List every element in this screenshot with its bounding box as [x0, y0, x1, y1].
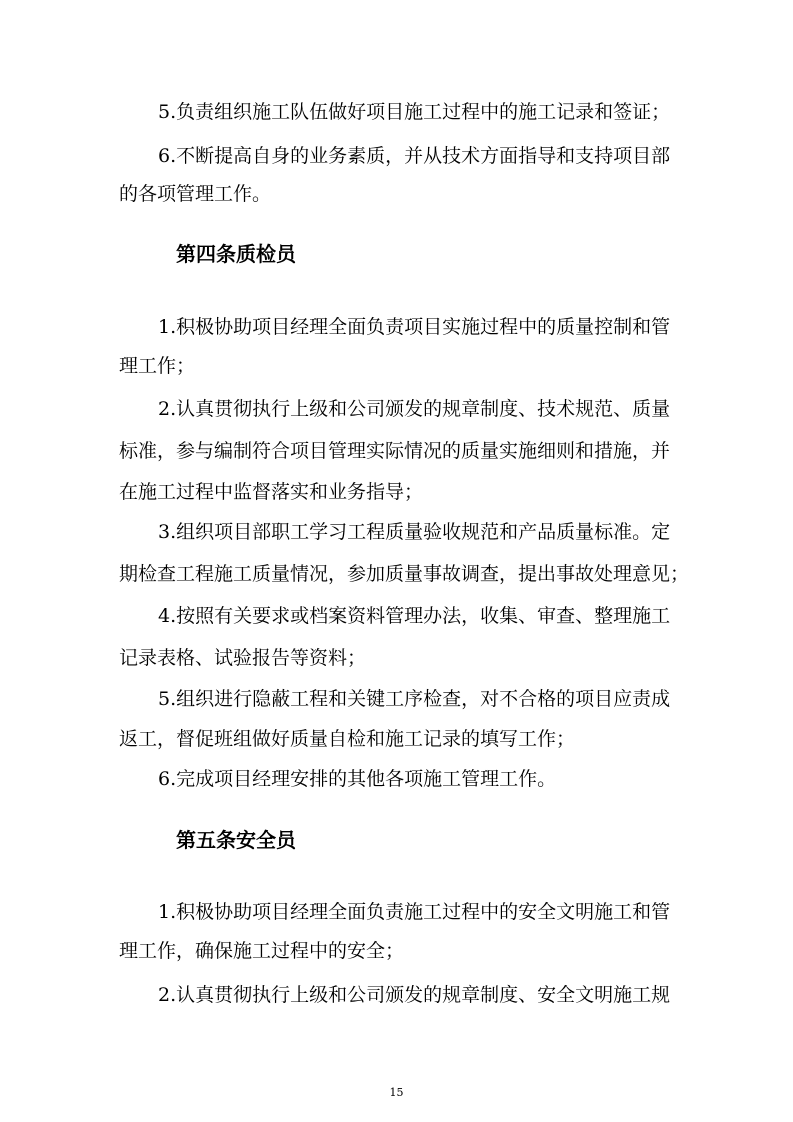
paragraph-line: 6.不断提高自身的业务素质，并从技术方面指导和支持项目部: [158, 145, 671, 167]
paragraph-line: 2.认真贯彻执行上级和公司颁发的规章制度、安全文明施工规: [158, 984, 671, 1006]
paragraph-line: 4.按照有关要求或档案资料管理办法，收集、审查、整理施工: [158, 605, 671, 627]
paragraph-line: 返工，督促班组做好质量自检和施工记录的填写工作；: [119, 728, 576, 750]
paragraph-line: 记录表格、试验报告等资料；: [119, 647, 367, 669]
paragraph-line: 3.组织项目部职工学习工程质量验收规范和产品质量标准。定: [158, 521, 671, 543]
paragraph-line: 的各项管理工作。: [119, 183, 272, 205]
paragraph-line: 5.负责组织施工队伍做好项目施工过程中的施工记录和签证；: [158, 101, 671, 123]
section-heading: 第四条质检员: [176, 242, 296, 266]
paragraph-line: 理工作，确保施工过程中的安全；: [119, 940, 405, 962]
paragraph-line: 1.积极协助项目经理全面负责施工过程中的安全文明施工和管: [158, 901, 671, 923]
paragraph-line: 理工作；: [119, 355, 196, 377]
section-heading: 第五条安全员: [176, 828, 296, 852]
paragraph-line: 5.组织进行隐蔽工程和关键工序检查，对不合格的项目应责成: [158, 688, 671, 710]
paragraph-line: 期检查工程施工质量情况，参加质量事故调查，提出事故处理意见；: [119, 563, 690, 585]
paragraph-line: 在施工过程中监督落实和业务指导；: [119, 481, 424, 503]
paragraph-line: 1.积极协助项目经理全面负责项目实施过程中的质量控制和管: [158, 316, 671, 338]
page-number: 15: [389, 1086, 404, 1099]
paragraph-line: 6.完成项目经理安排的其他各项施工管理工作。: [158, 768, 557, 790]
paragraph-line: 2.认真贯彻执行上级和公司颁发的规章制度、技术规范、质量: [158, 398, 671, 420]
paragraph-line: 标准，参与编制符合项目管理实际情况的质量实施细则和措施，并: [119, 440, 671, 462]
